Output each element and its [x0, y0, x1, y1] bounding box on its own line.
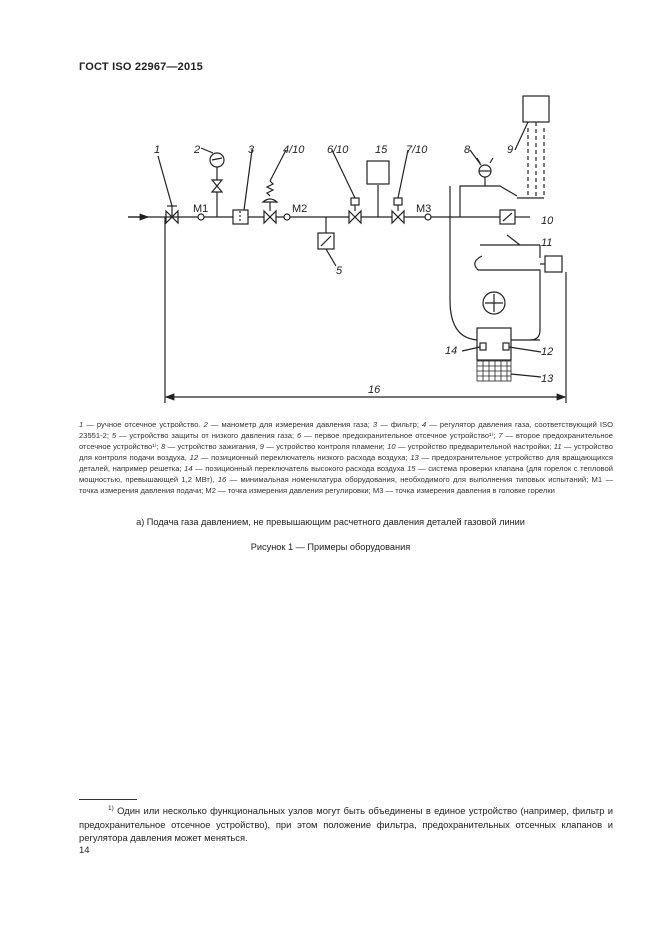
label-6: 6/10: [327, 144, 349, 156]
label-1: 1: [154, 144, 161, 156]
label-12: 12: [541, 346, 554, 358]
leader-13: [511, 374, 541, 377]
label-13: 13: [541, 373, 554, 385]
legend-item: 1 — ручное отсечное устройство.: [79, 420, 201, 429]
legend-item: 16 — минимальная номенклатура оборудования, необходимого для выполнения типовых испытаний;: [217, 475, 589, 484]
leader-1: [158, 156, 172, 206]
guard-grille: [477, 361, 511, 381]
air-supply-monitor: [540, 256, 562, 272]
label-10: 10: [541, 215, 554, 227]
legend-item: 8 — устройство зажигания,: [161, 442, 258, 451]
label-5: 5: [336, 265, 343, 277]
preset-device: [500, 210, 515, 224]
manual-shutoff-valve: [166, 206, 178, 223]
legend-item: 4 — регулятор давления газа, соответствующий ISO 23551-2;: [79, 420, 613, 440]
label-11: 11: [541, 237, 553, 249]
label-m3: M3: [416, 203, 432, 215]
gas-line-diagram: [0, 0, 661, 410]
label-4: 4/10: [283, 144, 305, 156]
figure-title: Рисунок 1 — Примеры оборудования: [250, 542, 411, 552]
pressure-regulator: [263, 181, 277, 223]
subfigure-caption: а) Подача газа давлением, не превышающим расчетного давления деталей газовой линии: [136, 517, 525, 527]
leader-7: [398, 150, 408, 198]
legend-tail: М1 — точка измерения давления подачи; М2 — точка измерения давления регулировки; М3 — точка измерения давления в головке горелки: [79, 475, 613, 495]
legend-item: 5 — устройство защиты от низкого давления газа;: [111, 431, 295, 440]
label-m1: M1: [193, 203, 209, 215]
high-air-switch: [480, 343, 486, 350]
flame-detector: [517, 96, 549, 198]
footnote-mark: 1): [108, 805, 114, 812]
legend-item: 12 — позиционный переключатель низкого расхода воздуха;: [189, 453, 408, 462]
legend-item: 3 — фильтр;: [372, 420, 419, 429]
legend-item: 9 — устройство контроля пламени;: [259, 442, 385, 451]
leader-2: [201, 148, 213, 153]
legend-item: 6 — первое предохранительное отсечное устройство¹⁾;: [296, 431, 496, 440]
label-15: 15: [375, 144, 388, 156]
footnote-divider: [79, 799, 137, 800]
second-safety-valve: [392, 198, 404, 223]
label-3: 3: [248, 144, 255, 156]
leader-6: [332, 150, 355, 198]
figure-legend: [79, 419, 613, 496]
ignition-device: [460, 158, 517, 217]
footnote-text: Один или несколько функциональных узлов могут быть объединены в единое устройство (например, фильтр и предохранительное отсечное устройство), при этом положение фильтра, предохранительных отсечных клапанов и регулятора давления может меняться.: [79, 805, 614, 844]
label-7: 7/10: [406, 144, 428, 156]
legend-item: 10 — устройство предварительной настройки;: [387, 442, 552, 451]
measure-point-m2: [284, 214, 290, 220]
leader-12: [509, 347, 541, 352]
filter: [233, 210, 248, 224]
legend-item: 14 — позиционный переключатель высокого расхода воздуха: [184, 464, 405, 473]
footnote: [79, 802, 613, 845]
valve-proving-system: [367, 161, 389, 217]
label-9: 9: [507, 144, 514, 156]
low-air-switch: [503, 343, 509, 350]
label-m2: M2: [292, 203, 308, 215]
document-header: ГОСТ ISO 22967—2015: [79, 61, 203, 73]
manometer: [210, 153, 224, 217]
page-number: 14: [79, 845, 90, 856]
label-8: 8: [464, 144, 471, 156]
legend-item: 7 — второе предохранительное отсечное устройство¹⁾;: [79, 431, 613, 451]
legend-item: 15 — система проверки клапана (для горелок с тепловой мощностью, превышающей 1,2 МВт),: [79, 464, 613, 484]
leader-3: [244, 150, 252, 210]
burner-fan-housing: [450, 186, 540, 360]
leader-5: [326, 249, 336, 266]
low-pressure-switch: [318, 217, 334, 249]
label-14: 14: [445, 345, 458, 357]
label-2: 2: [194, 144, 201, 156]
legend-item: 11 — устройство для контроля подачи воздуха,: [79, 442, 613, 462]
first-safety-valve: [349, 198, 361, 223]
legend-item: 2 — манометр для измерения давления газа;: [203, 420, 370, 429]
leader-8: [470, 150, 481, 165]
label-16: 16: [368, 384, 381, 396]
legend-item: 13 — предохранительное устройство для вращающихся деталей, например решетка;: [79, 453, 613, 473]
leader-9: [515, 122, 528, 150]
